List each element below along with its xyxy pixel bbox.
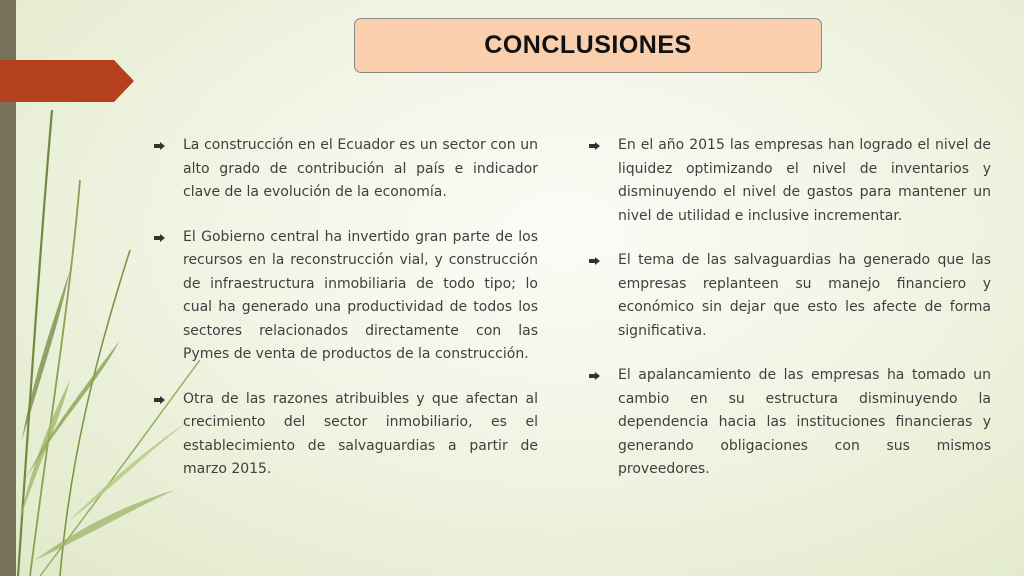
bullet-item — [585, 364, 991, 482]
bullet-text: El tema de las salvaguardias ha generado que las empresas replanteen su manejo financiero y económico sin dejar que esto les afecte de forma significativa. — [618, 252, 991, 339]
slide-title: CONCLUSIONES — [484, 31, 692, 59]
left-column — [150, 134, 538, 503]
arrow-bullet-icon — [154, 142, 165, 150]
red-accent-arrow — [0, 60, 134, 102]
bullet-item — [585, 134, 991, 228]
right-column — [585, 134, 991, 503]
bullet-text: El Gobierno central ha invertido gran parte de los recursos en la reconstrucción vial, y construcción de infraestructura inmobiliaria de todo tipo; lo cual ha generado una productividad de todos los sectores relacionados directamente con las Pymes de venta de productos de la construcción. — [183, 228, 538, 362]
bullet-item — [585, 249, 991, 343]
bullet-text: En el año 2015 las empresas han logrado el nivel de liquidez optimizando el nivel de inventarios y disminuyendo el nivel de gastos para mantener un nivel de utilidad e inclusive incrementar. — [618, 137, 991, 224]
arrow-bullet-icon — [589, 142, 600, 150]
bullet-item — [150, 134, 538, 205]
bullet-text: La construcción en el Ecuador es un sector con un alto grado de contribución al país e indicador clave de la evolución de la economía. — [183, 137, 538, 200]
title-box — [354, 18, 822, 73]
bullet-item — [150, 226, 538, 367]
arrow-bullet-icon — [154, 234, 165, 242]
bullet-item — [150, 388, 538, 482]
arrow-bullet-icon — [589, 257, 600, 265]
bullet-text: Otra de las razones atribuibles y que afectan al crecimiento del sector inmobiliario, es el establecimiento de salvaguardias a partir de marzo 2015. — [183, 390, 538, 477]
arrow-bullet-icon — [589, 372, 600, 380]
arrow-bullet-icon — [154, 396, 165, 404]
bullet-text: El apalancamiento de las empresas ha tomado un cambio en su estructura disminuyendo la dependencia hacia las instituciones financieras y generando obligaciones con sus mismos proveedores. — [618, 367, 991, 477]
